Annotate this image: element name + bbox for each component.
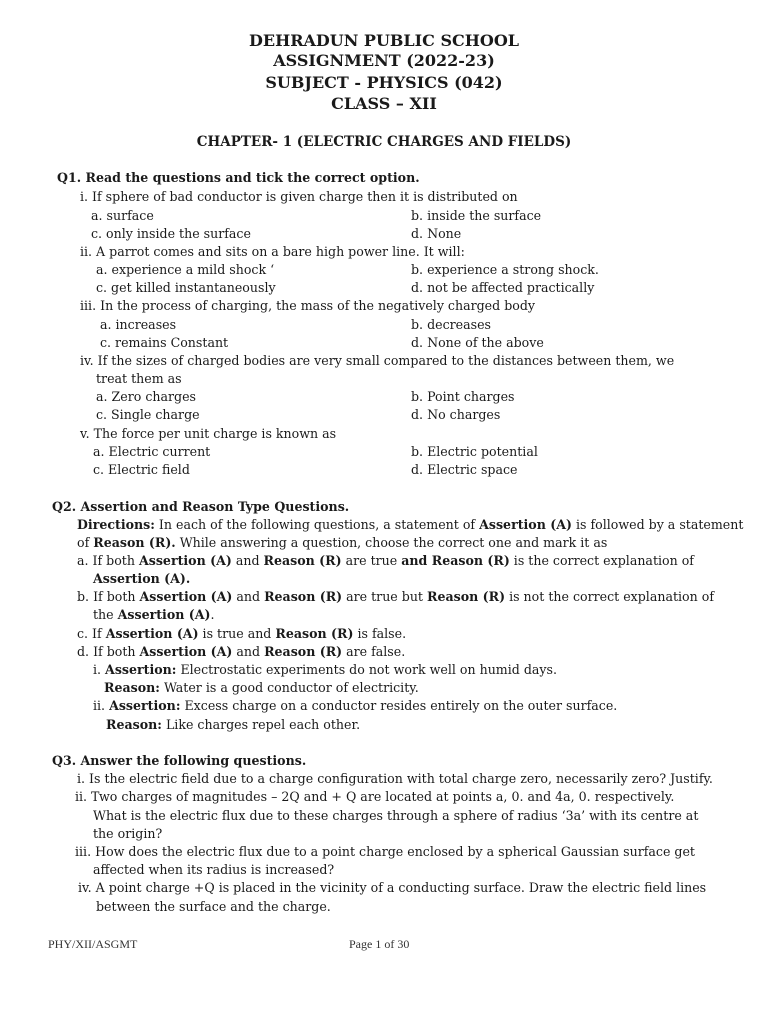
q1-ii-option-d: d. not be affected practically	[411, 280, 595, 295]
q1-v-option-d: d. Electric space	[411, 462, 518, 477]
q1-v-option-a: a. Electric current	[93, 444, 211, 459]
reason-r-term: Reason (R)	[264, 644, 343, 659]
q2-option-a-line1	[77, 553, 694, 569]
text-span: c. If	[77, 626, 106, 641]
assertion-a-term: Assertion (A)	[138, 553, 232, 568]
assertion-label: Assertion:	[105, 662, 177, 677]
q3-ii-line3: the origin?	[93, 826, 163, 841]
q2-heading: Q2. Assertion and Reason Type Questions.	[52, 499, 350, 514]
q1-iii-option-b: b. decreases	[411, 317, 491, 332]
text-span: b. If both	[77, 589, 140, 604]
text-span: is followed by a statement	[571, 517, 744, 532]
text-span: is not the correct explanation of	[505, 589, 714, 604]
assertion-a-term: Assertion (A)	[139, 589, 233, 604]
q1-v-option-b: b. Electric potential	[411, 444, 538, 459]
q3-i: i. Is the electric field due to a charge configuration with total charge zero, necessarily zero? Justify.	[77, 771, 713, 786]
q1-iv-stem: iv. If the sizes of charged bodies are very small compared to the distances between them, we	[80, 353, 675, 368]
q1-iv-option-d: d. No charges	[411, 407, 501, 422]
text-span: are true	[341, 553, 402, 568]
text-span: Water is a good conductor of electricity.	[159, 680, 419, 695]
assertion-a-term: Assertion (A)	[139, 644, 233, 659]
chapter-title: CHAPTER- 1 (ELECTRIC CHARGES AND FIELDS)	[196, 134, 572, 150]
reason-r-term: Reason (R).	[93, 535, 176, 550]
reason-r-term: Reason (R)	[275, 626, 354, 641]
q2-option-b-line1	[77, 589, 714, 605]
reason-r-term: Reason (R)	[427, 589, 506, 604]
text-span: is the correct explanation of	[509, 553, 694, 568]
q1-heading: Q1. Read the questions and tick the correct option.	[57, 170, 420, 185]
q3-iv-line1: iv. A point charge +Q is placed in the vicinity of a conducting surface. Draw the electric field lines	[78, 880, 707, 895]
assertion-a-term: Assertion (A)	[479, 517, 572, 532]
q2-option-a-line2: Assertion (A).	[93, 571, 191, 586]
q3-iii-line2: affected when its radius is increased?	[93, 862, 335, 877]
text-span: Excess charge on a conductor resides entirely on the outer surface.	[180, 698, 618, 713]
q3-ii-line1: ii. Two charges of magnitudes – 2Q and + Q are located at points a, 0. and 4a, 0. respectively.	[75, 789, 675, 804]
q1-ii-option-a: a. experience a mild shock ‘	[96, 262, 275, 277]
assertion-a-term: Assertion (A)	[105, 626, 199, 641]
text-span: Electrostatic experiments do not work well on humid days.	[176, 662, 557, 677]
q2-option-b-line2	[93, 607, 215, 623]
text-span: i.	[93, 662, 106, 677]
q1-ii-option-b: b. experience a strong shock.	[411, 262, 599, 277]
q2-ii-assertion	[93, 698, 617, 714]
q1-iii-option-c: c. remains Constant	[100, 335, 229, 350]
text-span: In each of the following questions, a statement of	[154, 517, 480, 532]
text-span: Like charges repel each other.	[161, 717, 361, 732]
school-name: DEHRADUN PUBLIC SCHOOL	[249, 31, 519, 50]
q2-option-d	[77, 644, 405, 660]
q1-v-stem: v. The force per unit charge is known as	[80, 426, 337, 441]
q1-i-option-a: a. surface	[91, 208, 154, 223]
q2-i-reason	[104, 680, 419, 696]
q2-option-c	[77, 626, 406, 642]
class-title: CLASS – XII	[331, 94, 437, 113]
text-span: ii.	[93, 698, 110, 713]
q3-iii-line1: iii. How does the electric flux due to a point charge enclosed by a spherical Gaussian surface get	[75, 844, 695, 859]
q2-directions-line2	[77, 535, 607, 551]
reason-r-term: Reason (R)	[431, 553, 510, 568]
text-span: and	[401, 553, 432, 568]
assertion-a-term: Assertion (A)	[117, 607, 211, 622]
q1-i-option-b: b. inside the surface	[411, 208, 542, 223]
text-span: are false.	[342, 644, 406, 659]
page-number: Page 1 of 30	[349, 937, 410, 951]
q1-v-option-c: c. Electric field	[93, 462, 190, 477]
reason-label: Reason:	[104, 680, 160, 695]
reason-label: Reason:	[106, 717, 162, 732]
text-span: and	[232, 589, 265, 604]
text-span: are true but	[342, 589, 427, 604]
q2-ii-reason	[106, 717, 360, 733]
q3-ii-line2: What is the electric flux due to these charges through a sphere of radius ‘3a’ with its centre at	[93, 808, 699, 823]
q1-iv-stem-cont: treat them as	[96, 371, 182, 386]
q1-iv-option-b: b. Point charges	[411, 389, 515, 404]
text-span: and	[232, 644, 265, 659]
text-span: and	[231, 553, 264, 568]
q1-iv-option-c: c. Single charge	[96, 407, 200, 422]
text-span: .	[210, 607, 215, 622]
directions-label: Directions:	[77, 517, 155, 532]
q1-i-option-c: c. only inside the surface	[91, 226, 251, 241]
q1-iii-option-d: d. None of the above	[411, 335, 544, 350]
text-span: the	[93, 607, 118, 622]
assignment-title: ASSIGNMENT (2022-23)	[273, 51, 495, 70]
q3-iv-line2: between the surface and the charge.	[96, 899, 331, 914]
q3-heading: Q3. Answer the following questions.	[52, 753, 307, 768]
q1-ii-option-c: c. get killed instantaneously	[96, 280, 276, 295]
q1-iv-option-a: a. Zero charges	[96, 389, 196, 404]
reason-r-term: Reason (R)	[264, 589, 343, 604]
footer-code: PHY/XII/ASGMT	[48, 937, 138, 951]
text-span: of	[77, 535, 94, 550]
assertion-label: Assertion:	[109, 698, 181, 713]
q1-iii-option-a: a. increases	[100, 317, 177, 332]
q1-ii-stem: ii. A parrot comes and sits on a bare high power line. It will:	[80, 244, 465, 259]
q1-i-stem: i. If sphere of bad conductor is given charge then it is distributed on	[80, 189, 518, 204]
reason-r-term: Reason (R)	[263, 553, 342, 568]
text-span: is true and	[198, 626, 276, 641]
text-span: d. If both	[77, 644, 140, 659]
q1-i-option-d: d. None	[411, 226, 462, 241]
q2-directions-line1	[77, 517, 743, 533]
subject-title: SUBJECT - PHYSICS (042)	[265, 73, 503, 92]
q2-i-assertion	[93, 662, 557, 678]
text-span: While answering a question, choose the correct one and mark it as	[175, 535, 608, 550]
text-span: is false.	[353, 626, 407, 641]
text-span: a. If both	[77, 553, 139, 568]
q1-iii-stem: iii. In the process of charging, the mass of the negatively charged body	[80, 298, 536, 313]
